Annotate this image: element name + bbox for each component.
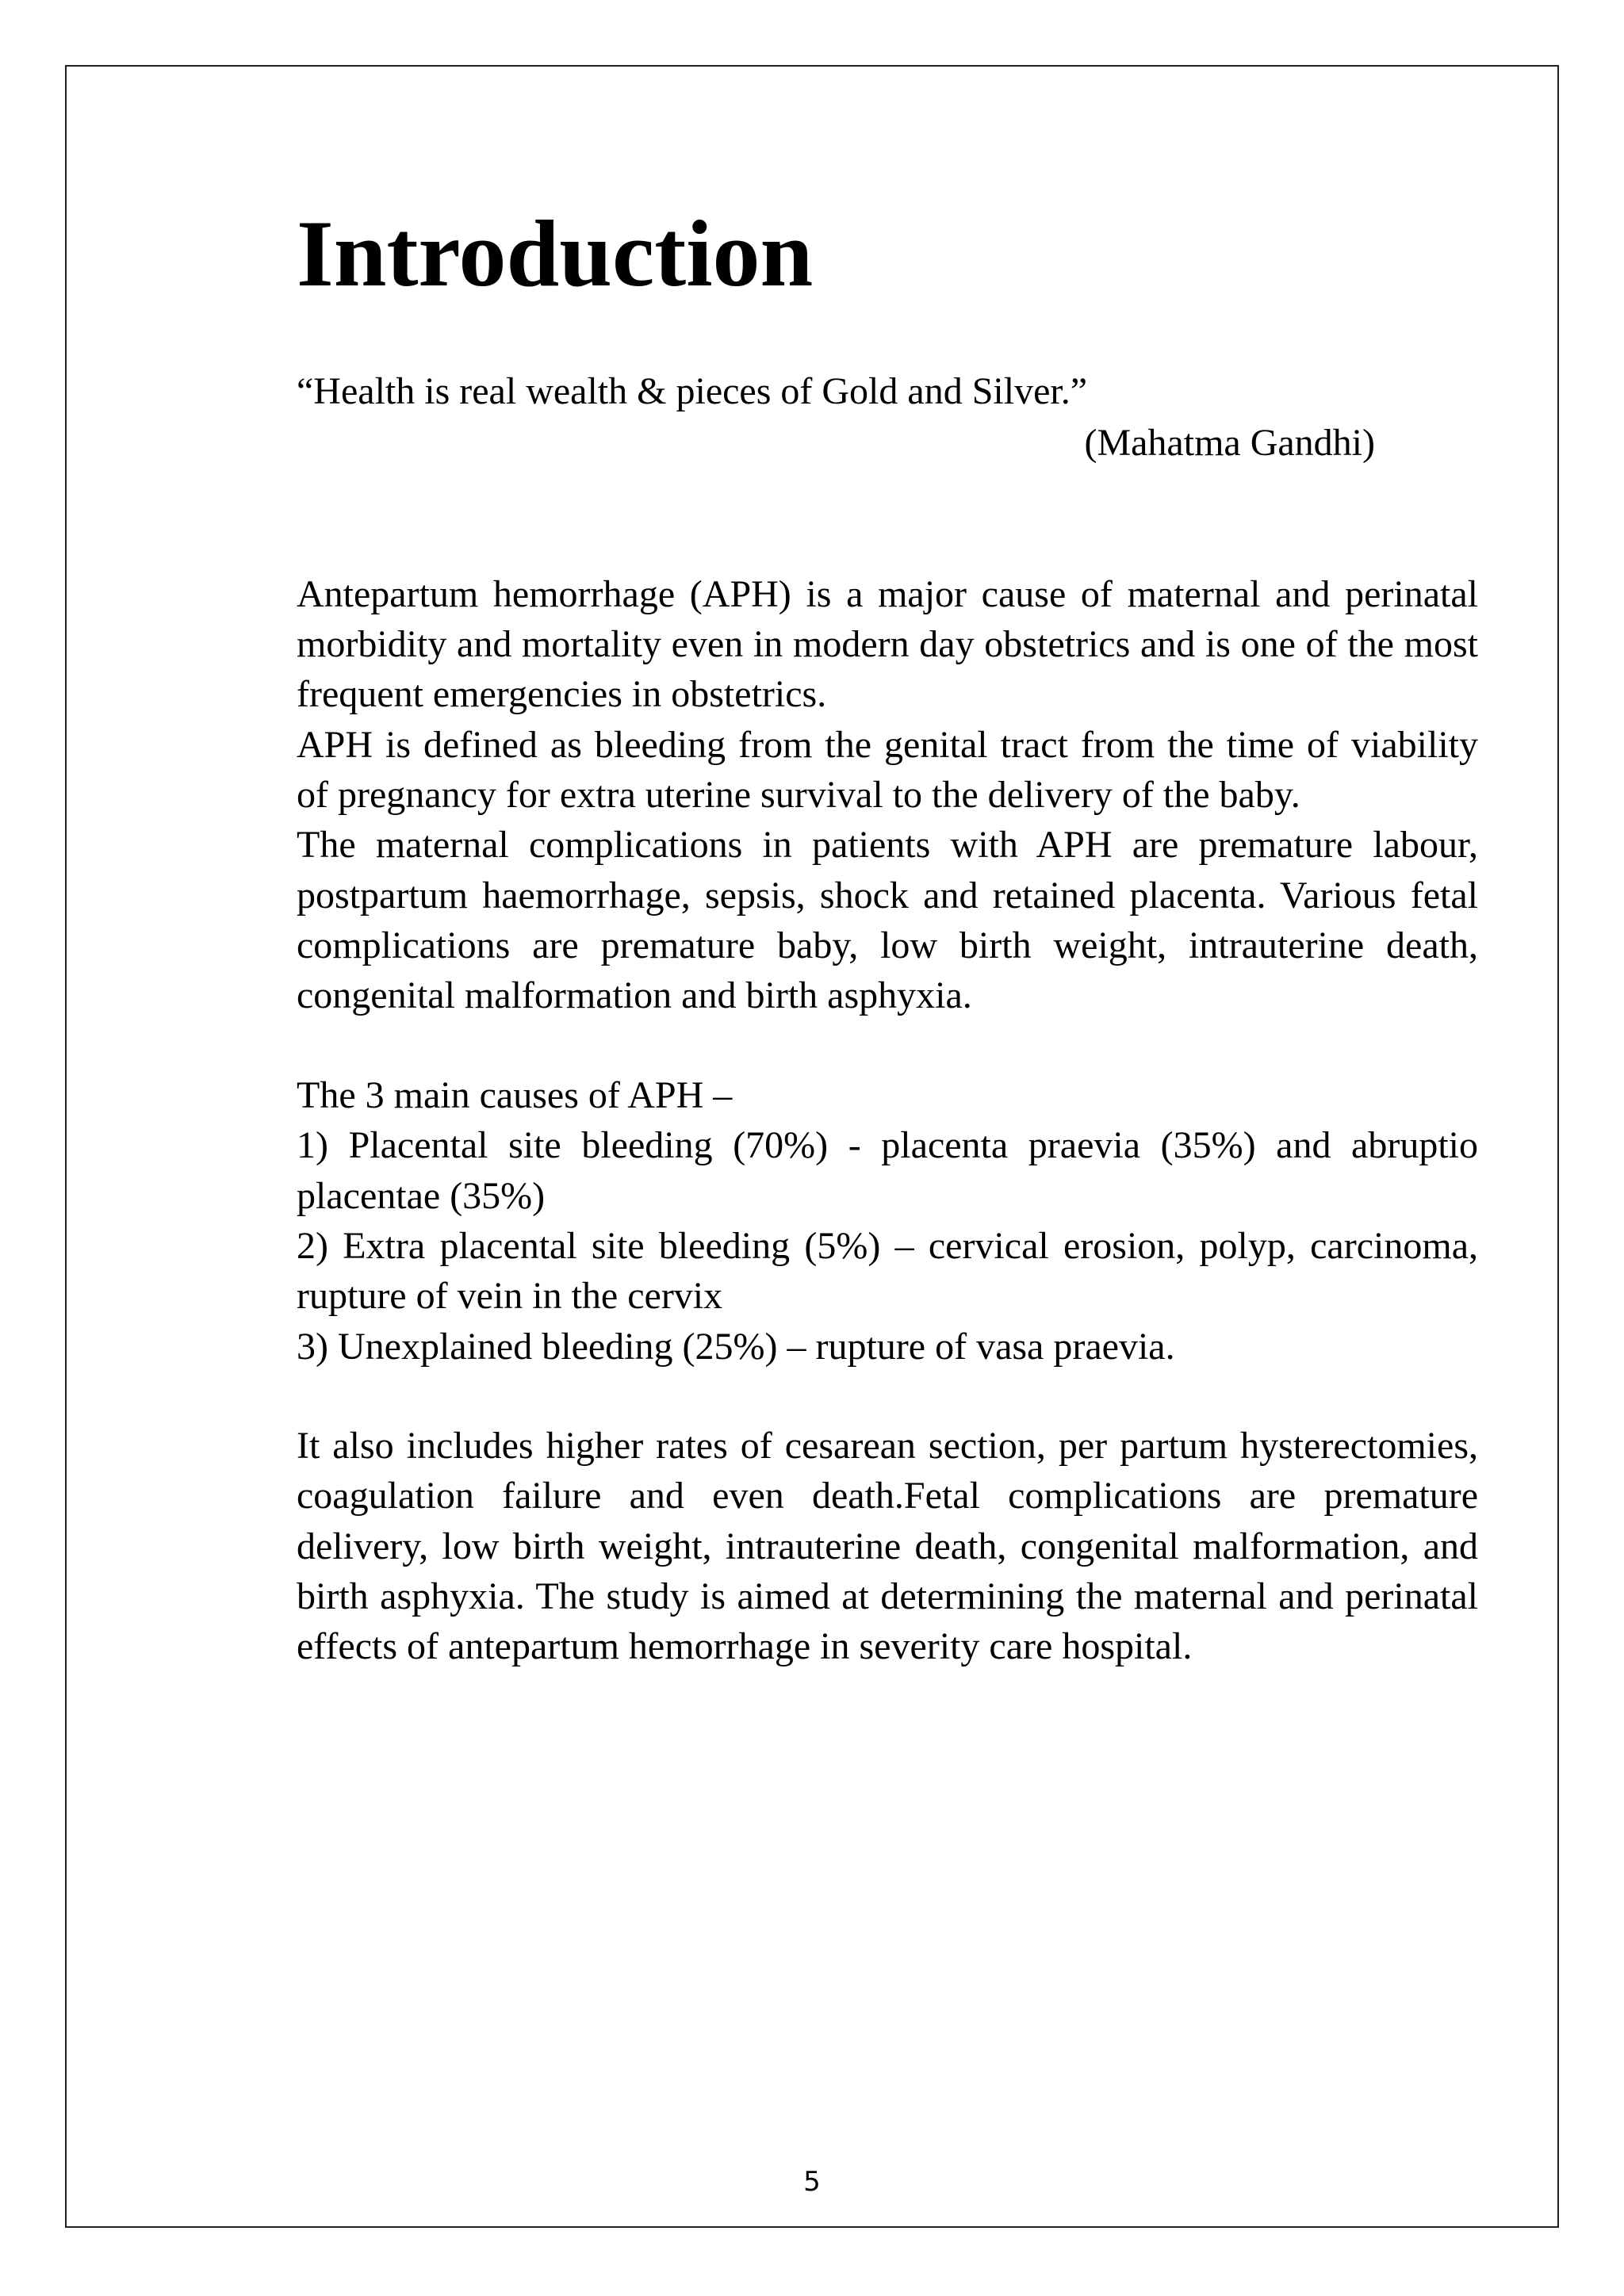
- cause-item: 2) Extra placental site bleeding (5%) – cervical erosion, polyp, carcinoma, rupture of vein in the cervix: [297, 1224, 1478, 1318]
- page-number: 5: [803, 2166, 821, 2198]
- spacer: [297, 469, 1478, 569]
- page-content: [297, 197, 1478, 1672]
- causes-intro: The 3 main causes of APH –: [297, 1073, 733, 1116]
- paragraph-aph-definition: APH is defined as bleeding from the genital tract from the time of viability of pregnancy for extra uterine survival to the delivery of the baby.: [297, 723, 1478, 817]
- cause-item: 1) Placental site bleeding (70%) - placenta praevia (35%) and abruptio placentae (35%): [297, 1124, 1478, 1217]
- paragraph-complications: The maternal complications in patients with APH are premature labour, postpartum haemorrhage, sepsis, shock and retained placenta. Various fetal complications are premature baby, low birth weight, intrauterine death, congenital malformation and birth asphyxia.: [297, 824, 1478, 1017]
- epigraph-quote: “Health is real wealth & pieces of Gold and Silver.”: [297, 370, 1088, 412]
- epigraph-author: (Mahatma Gandhi): [1084, 421, 1375, 464]
- paragraph-aph-overview: Antepartum hemorrhage (APH) is a major cause of maternal and perinatal morbidity and mortality even in modern day obstetrics and is one of the most frequent emergencies in obstetrics.: [297, 572, 1478, 716]
- spacer: [297, 1372, 1478, 1421]
- cause-item: 3) Unexplained bleeding (25%) – rupture of vasa praevia.: [297, 1325, 1175, 1368]
- spacer: [297, 1021, 1478, 1070]
- page-title: Introduction: [297, 201, 814, 306]
- paragraph-study-aim: It also includes higher rates of cesarean section, per partum hysterectomies, coagulation failure and even death.Fetal complications are premature delivery, low birth weight, intrauterine death, congenital malformation, and birth asphyxia. The study is aimed at determining the maternal and perinatal effects of antepartum hemorrhage in severity care hospital.: [297, 1424, 1478, 1668]
